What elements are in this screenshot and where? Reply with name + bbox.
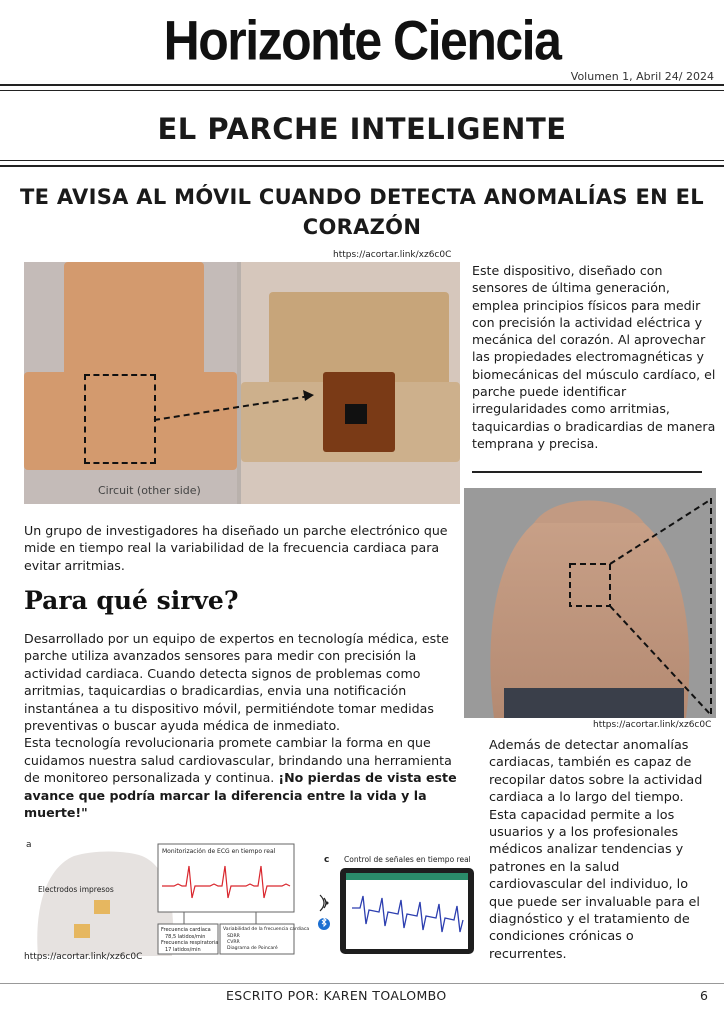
right-body-paragraph: Además de detectar anomalías cardiacas, también es capaz de recopilar datos sobre la actividad cardiaca a lo largo del tiempo. Esta capacidad permite a los usuarios y a los profesionales médicos analizar tendencias y patrones en la salud cardiovascular del individuo, lo que puede ser invaluable para el diagnóstico y el tratamiento de condiciones crónicas o recurrentes. xyxy=(489,738,703,962)
body-paragraph-1: Desarrollado por un equipo de expertos en tecnología médica, este parche utiliza avanzados sensores para medir con precisión la actividad cardiaca. Cuando detecta signos de problemas como arritmias, taquicardias o bradicardias, envia una notificación instantánea a tu dispositivo móvil, permitiéndote tomar medidas preventivas o buscar ayuda médica de inmediato. xyxy=(24,631,449,734)
masthead-title: Horizonte Ciencia xyxy=(163,9,561,72)
right-intro-paragraph: Este dispositivo, diseñado con sensores de última generación, emplea principios físicos para medir con precisión la actividad eléctrica y mecánica del corazón. Al aprovechar las propiedades electromagnéticas y biomecánicas del músculo cardíaco, el parche puede identificar irregularidades como arritmias, taquicardias o bradicardias de manera temprana y precisa. xyxy=(472,263,716,451)
masthead-rule-top xyxy=(0,84,724,86)
hrv-item-poincare: Diagrama de Poincaré xyxy=(227,946,278,951)
author-credit: ESCRITO POR: KAREN TOALOMBO xyxy=(226,988,447,1003)
hrv-item-cvrr: CVRR xyxy=(227,940,240,945)
electrode-patch-2 xyxy=(74,924,90,938)
tablet-app-bar xyxy=(346,873,468,880)
control-title: Control de señales en tiempo real xyxy=(344,855,471,864)
electrode-patch-1 xyxy=(94,900,110,914)
wireless-icon xyxy=(320,895,329,911)
heart-rate-value: 78,5 latidos/min xyxy=(165,934,206,940)
figure-label-a: a xyxy=(26,840,32,850)
heart-rate-title: Frecuencia cardíaca xyxy=(161,927,211,933)
ecg-title: Monitorización de ECG en tiempo real xyxy=(162,848,276,855)
article-subheadline: TE AVISA AL MÓVIL CUANDO DETECTA ANOMALÍAS EN EL CORAZÓN xyxy=(20,185,704,239)
patch-arrow xyxy=(24,262,460,504)
hrv-title: Variabilidad de la frecuencia cardíaca xyxy=(223,927,310,932)
respiratory-value: 17 latidos/min xyxy=(165,947,201,953)
intro-paragraph: Un grupo de investigadores ha diseñado un parche electrónico que mide en tiempo real la variabilidad de la frecuencia cardiaca para evitar arritmias. xyxy=(24,523,448,573)
body-highlight: ¡No pierdas de vista este avance que podría marcar la diferencia entre la vida y la muerte!" xyxy=(24,770,457,821)
circuit-caption: Circuit (other side) xyxy=(98,484,201,497)
hrv-item-sdrr: SDRR xyxy=(227,934,240,939)
bluetooth-icon xyxy=(318,918,330,930)
chest-illustration xyxy=(464,488,716,718)
image-source-link[interactable]: https://acortar.link/xz6c0C xyxy=(333,250,452,260)
section-title: Para qué sirve? xyxy=(24,586,239,615)
volume-date: Volumen 1, Abril 24/ 2024 xyxy=(570,70,714,83)
masthead-rule-bottom xyxy=(0,90,724,91)
article-headline: EL PARCHE INTELIGENTE xyxy=(157,112,567,146)
patch-photo xyxy=(24,262,460,504)
body-paragraph-2: Esta tecnología revolucionaria promete cambiar la forma en que cuidamos nuestra salud cardiovascular, brindando una herramienta de monitoreo personalizada y continua. xyxy=(24,735,452,786)
chest-source-link[interactable]: https://acortar.link/xz6c0C xyxy=(593,720,712,730)
headline-rule-top xyxy=(0,160,724,161)
monitoring-figure xyxy=(24,838,484,956)
page-number: 6 xyxy=(700,988,708,1003)
chest-photo xyxy=(464,488,716,718)
headline-rule-bottom xyxy=(0,165,724,167)
figure-source-link[interactable]: https://acortar.link/xz6c0C xyxy=(24,952,143,962)
respiratory-title: Frecuencia respiratoria xyxy=(161,940,219,946)
footer-rule xyxy=(0,983,724,984)
electrodes-label: Electrodos impresos xyxy=(38,885,114,894)
body-paragraph xyxy=(24,630,460,821)
right-column-rule xyxy=(472,471,702,473)
figure-label-c: c xyxy=(324,855,330,865)
